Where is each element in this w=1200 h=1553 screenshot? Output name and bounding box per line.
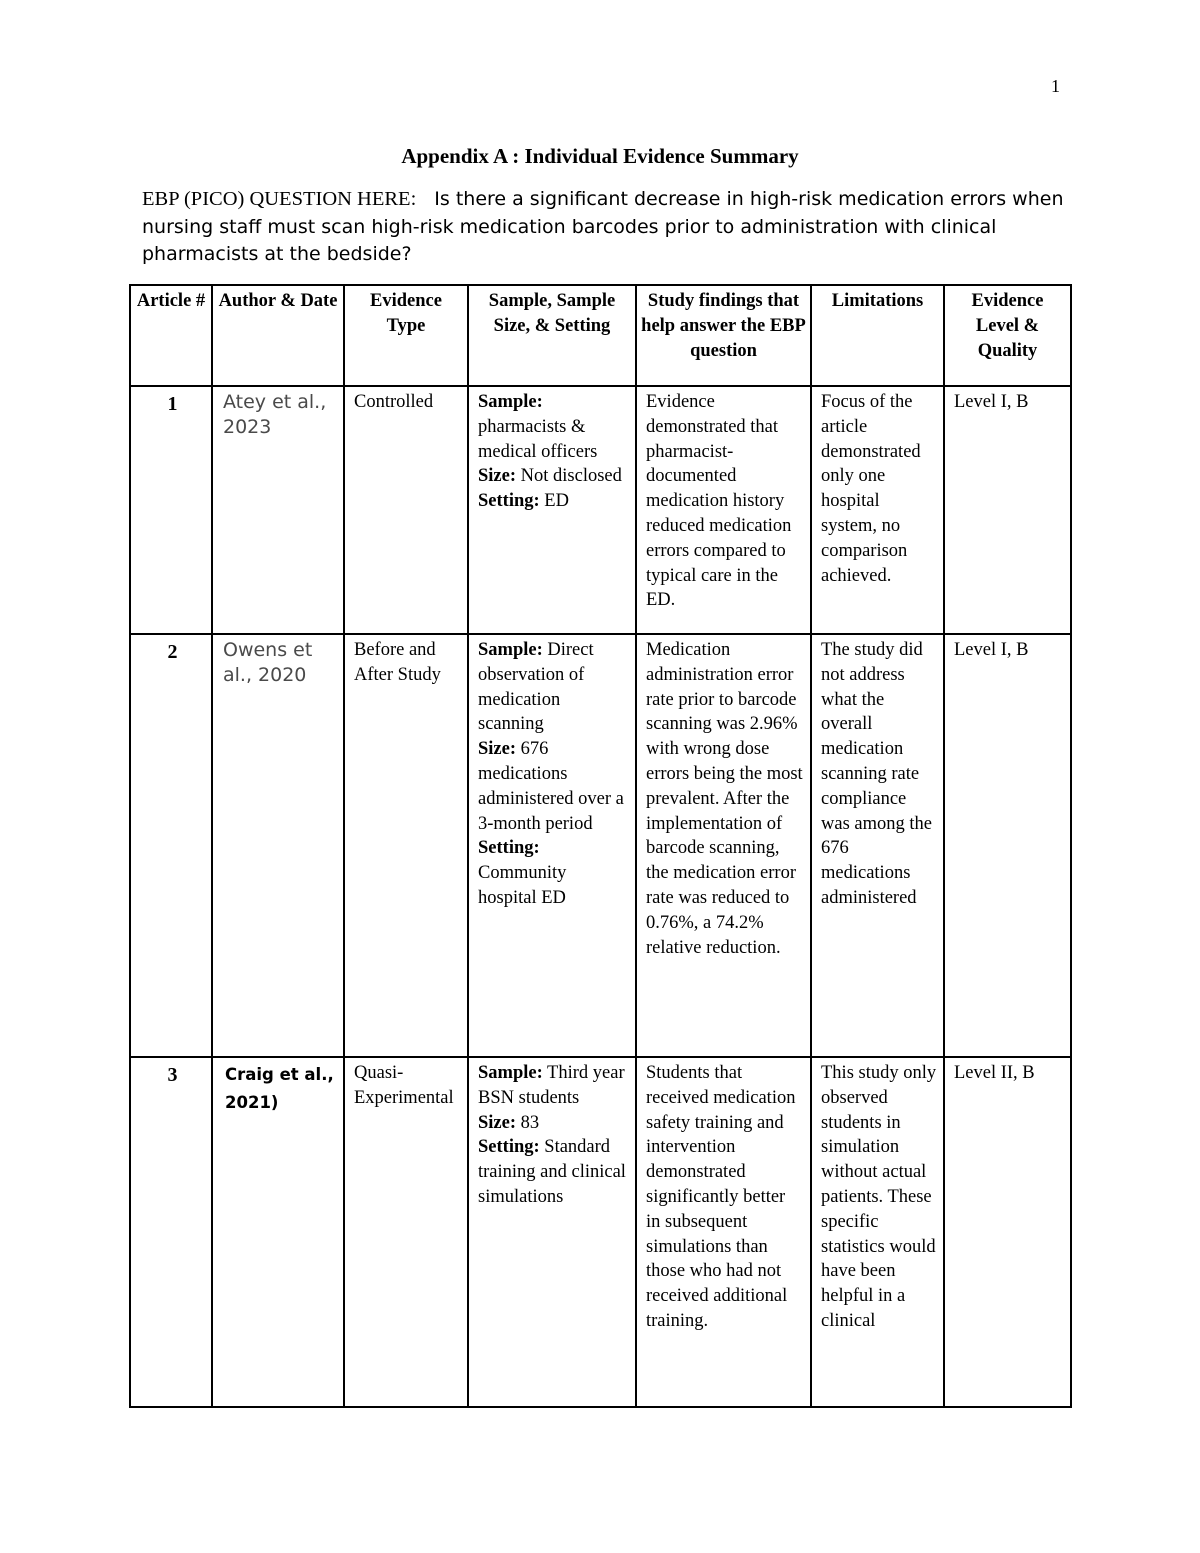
header-study-findings: Study findings that help answer the EBP question [636, 285, 811, 386]
table-header-row [130, 285, 1071, 386]
question-label: EBP (PICO) QUESTION HERE: [142, 188, 417, 210]
header-limitations: Limitations [811, 285, 944, 386]
header-author-date: Author & Date [212, 285, 344, 386]
evidence-type: Quasi-Experimental [344, 1057, 468, 1407]
evidence-level: Level I, B [944, 634, 1071, 1057]
article-number: 3 [130, 1057, 212, 1407]
document-title: Appendix A : Individual Evidence Summary [401, 144, 799, 168]
setting-label: Setting: [478, 838, 540, 859]
sample-label: Sample: [478, 392, 543, 412]
size-label: Size: [478, 1112, 517, 1133]
table-row [130, 1057, 1071, 1407]
setting-value: Standard training and clinical simulations [478, 1137, 626, 1207]
sample-label: Sample: [478, 1063, 543, 1083]
table-row [130, 386, 1071, 634]
setting-label: Setting: [478, 491, 540, 512]
author-date: Craig et al., 2021) [212, 1057, 344, 1407]
pico-question [142, 186, 1072, 269]
table-row [130, 634, 1071, 1057]
limitations: This study only observed students in simulation without actual patients. These specific statistics would have been helpful in a clinical [811, 1057, 944, 1407]
article-number: 2 [130, 634, 212, 1057]
sample-value: Third year BSN students [478, 1063, 625, 1108]
study-findings: Evidence demonstrated that pharmacist-documented medication history reduced medication errors compared to typical care in the ED. [636, 386, 811, 634]
sample-cell [468, 386, 636, 634]
sample-label: Sample: [478, 640, 543, 660]
sample-cell [468, 634, 636, 1057]
limitations: Focus of the article demonstrated only one hospital system, no comparison achieved. [811, 386, 944, 634]
evidence-level: Level II, B [944, 1057, 1071, 1407]
page-number: 1 [1051, 76, 1060, 96]
article-number: 1 [130, 386, 212, 634]
header-sample: Sample, Sample Size, & Setting [468, 285, 636, 386]
limitations: The study did not address what the overall medication scanning rate compliance was among the 676 medications administered [811, 634, 944, 1057]
evidence-type: Before and After Study [344, 634, 468, 1057]
setting-value: Community hospital ED [478, 863, 567, 908]
header-evidence-level: Evidence Level & Quality [944, 285, 1071, 386]
author-date: Owens et al., 2020 [212, 634, 344, 1057]
setting-value: ED [544, 491, 569, 512]
study-findings: Medication administration error rate prior to barcode scanning was 2.96% with wrong dose errors being the most prevalent. After the implementation of barcode scanning, the medication error rate was reduced to 0.76%, a 74.2% relative reduction. [636, 634, 811, 1057]
evidence-level: Level I, B [944, 386, 1071, 634]
evidence-type: Controlled [344, 386, 468, 634]
author-date: Atey et al., 2023 [212, 386, 344, 634]
setting-label: Setting: [478, 1137, 540, 1158]
evidence-summary-table [129, 284, 1072, 1408]
study-findings: Students that received medication safety training and intervention demonstrated significantly better in subsequent simulations than those who had not received additional training. [636, 1057, 811, 1407]
size-label: Size: [478, 466, 517, 487]
size-value: 83 [520, 1112, 540, 1133]
size-label: Size: [478, 739, 517, 760]
question-text: Is there a significant decrease in high-risk medication errors when nursing staff must scan high-risk medication barcodes prior to administration with clinical pharmacists at the bedside? [142, 188, 1064, 265]
header-article: Article # [130, 285, 212, 386]
size-value: Not disclosed [520, 466, 622, 487]
header-evidence-type: Evidence Type [344, 285, 468, 386]
sample-cell [468, 1057, 636, 1407]
sample-value: pharmacists & medical officers [478, 416, 598, 462]
size-value: 676 medications administered over a 3-month period [478, 739, 624, 834]
sample-value: Direct observation of medication scanning [478, 640, 594, 735]
